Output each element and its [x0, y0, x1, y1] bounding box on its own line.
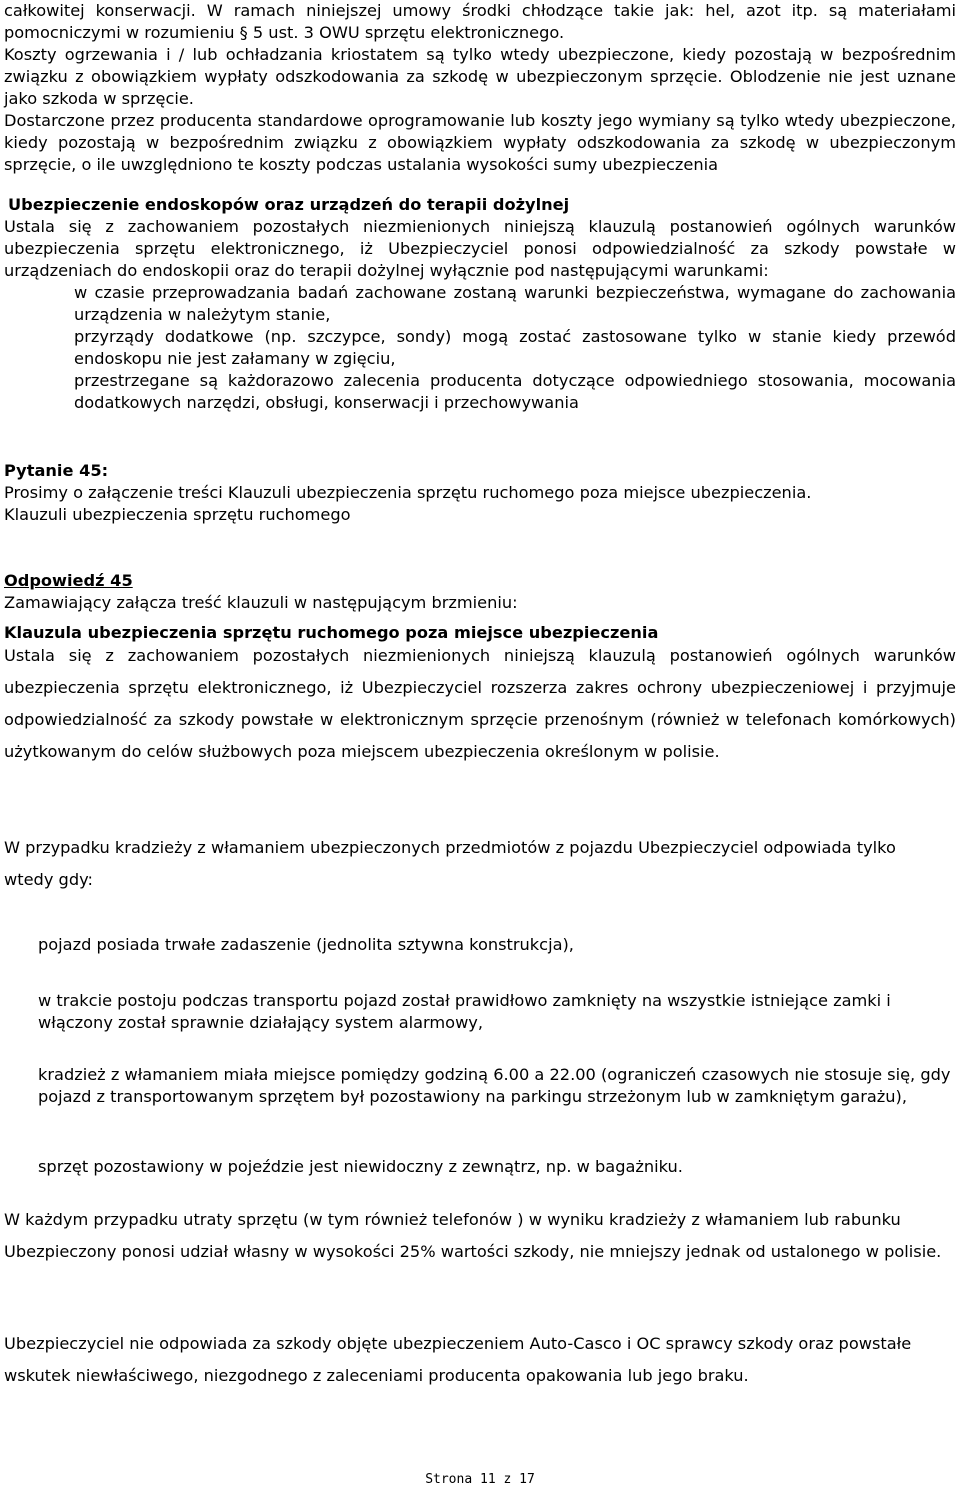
page-footer: Strona 11 z 17	[425, 1472, 535, 1487]
answer-intro: Zamawiający załącza treść klauzuli w następującym brzmieniu:	[4, 593, 518, 612]
endoscope-bullet-1	[4, 282, 956, 326]
endoscope-bullet-3	[4, 370, 956, 414]
endoscope-text: Ustala się z zachowaniem pozostałych niezmienionych niniejszą klauzulą postanowień ogólnych warunków ubezpieczenia sprzętu elektronicznego, iż Ubezpieczyciel ponosi odpowiedzialność za szkody powstałe w urządzeniach do endoskopii oraz do terapii dożylnej wyłącznie pod następującymi warunkami:	[4, 217, 956, 280]
intro-paragraph-1: całkowitej konserwacji. W ramach niniejszej umowy środki chłodzące takie jak: hel, azot itp. są materiałami pomocniczymi w rozumieniu § 5 ust. 3 OWU sprzętu elektronicznego.	[4, 1, 956, 42]
question-line-2: Klauzuli ubezpieczenia sprzętu ruchomego	[4, 505, 351, 524]
clause-text: Ustala się z zachowaniem pozostałych niezmienionych niniejszą klauzulą postanowień ogólnych warunków ubezpieczenia sprzętu elektronicznego, iż Ubezpieczyciel rozszerza zakres ochrony ubezpieczeniowej i przyjmuje odpowiedzialność za szkody powstałe w elektronicznym sprzęcie przenośnym (również w telefonach komórkowych) użytkowanym do celów służbowych poza miejscem ubezpieczenia określonym w polisie.	[4, 646, 956, 761]
condition-text: pojazd posiada trwałe zadaszenie (jednolita sztywna konstrukcja),	[38, 935, 574, 954]
condition-text: kradzież z włamaniem miała miejsce pomiędzy godziną 6.00 a 22.00 (ograniczeń czasowych nie stosuje się, gdy pojazd z transportowanym sprzętem był pozostawiony na parkingu strzeżonym lub w zamkniętym garażu),	[38, 1065, 951, 1106]
exclusion-section	[0, 1328, 944, 1392]
condition-2	[0, 990, 956, 1034]
answer-section	[0, 570, 956, 768]
question-section	[0, 460, 956, 526]
answer-label: Odpowiedź 45	[4, 571, 133, 590]
endoscope-bullet-2	[4, 326, 956, 370]
deductible-text: W każdym przypadku utraty sprzętu (w tym również telefonów ) w wyniku kradzieży z włamaniem lub rabunku Ubezpieczony ponosi udział własny w wysokości 25% wartości szkody, nie mniejszy jednak od ustalonego w polisie.	[4, 1210, 942, 1261]
exclusion-text: Ubezpieczyciel nie odpowiada za szkody objęte ubezpieczeniem Auto-Casco i OC sprawcy szkody oraz powstałe wskutek niewłaściwego, niezgodnego z zaleceniami producenta opakowania lub jego braku.	[4, 1334, 912, 1385]
intro-paragraph-2: Koszty ogrzewania i / lub ochładzania kriostatem są tylko wtedy ubezpieczone, kiedy pozostają w bezpośrednim związku z obowiązkiem wypłaty odszkodowania za szkodę w ubezpieczonym sprzęcie. Oblodzenie nie jest uznane jako szkoda w sprzęcie.	[4, 45, 956, 108]
clause-title: Klauzula ubezpieczenia sprzętu ruchomego poza miejsce ubezpieczenia	[4, 623, 659, 642]
software-section	[0, 110, 956, 176]
condition-4	[0, 1156, 956, 1178]
condition-text: sprzęt pozostawiony w pojeździe jest niewidoczny z zewnątrz, np. w bagażniku.	[38, 1157, 683, 1176]
bullet-text: w czasie przeprowadzania badań zachowane zostaną warunki bezpieczeństwa, wymagane do zachowania urządzenia w należytym stanie,	[74, 283, 956, 324]
condition-3	[0, 1064, 956, 1108]
theft-intro: W przypadku kradzieży z włamaniem ubezpieczonych przedmiotów z pojazdu Ubezpieczyciel odpowiada tylko wtedy gdy:	[4, 838, 896, 889]
deductible-section	[0, 1204, 944, 1268]
question-label: Pytanie 45:	[4, 461, 109, 480]
condition-1	[0, 934, 956, 956]
condition-text: w trakcie postoju podczas transportu pojazd został prawidłowo zamknięty na wszystkie istniejące zamki i włączony został sprawnie działający system alarmowy,	[38, 991, 891, 1032]
endoscope-section	[0, 194, 956, 414]
question-line-1: Prosimy o załączenie treści Klauzuli ubezpieczenia sprzętu ruchomego poza miejsce ubezpieczenia.	[4, 483, 812, 502]
bullet-text: przyrządy dodatkowe (np. szczypce, sondy) mogą zostać zastosowane tylko w stanie kiedy przewód endoskopu nie jest załamany w zgięciu,	[74, 327, 956, 368]
theft-section	[0, 832, 944, 896]
endoscope-heading: Ubezpieczenie endoskopów oraz urządzeń do terapii dożylnej	[8, 195, 570, 214]
bullet-text: przestrzegane są każdorazowo zalecenia producenta dotyczące odpowiedniego stosowania, mocowania dodatkowych narzędzi, obsługi, konserwacji i przechowywania	[74, 371, 956, 412]
software-paragraph: Dostarczone przez producenta standardowe oprogramowanie lub koszty jego wymiany są tylko wtedy ubezpieczone, kiedy pozostają w bezpośrednim związku z obowiązkiem wypłaty odszkodowania za szkodę w ubezpieczonym sprzęcie, o ile uwzględniono te koszty podczas ustalania wysokości sumy ubezpieczenia	[4, 111, 956, 174]
intro-section	[0, 0, 956, 110]
